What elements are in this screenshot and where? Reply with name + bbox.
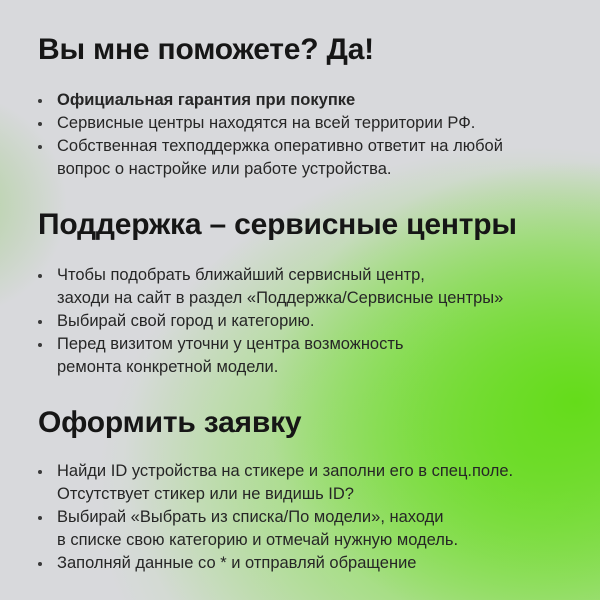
bullet-icon <box>38 320 42 324</box>
list-item <box>38 333 576 379</box>
bullet-icon <box>38 145 42 149</box>
list-item <box>38 112 576 135</box>
list-item <box>38 506 576 552</box>
list-item <box>38 264 576 310</box>
section-heading-help: Вы мне поможете? Да! <box>38 33 374 66</box>
section-heading-support: Поддержка – сервисные центры <box>38 208 517 241</box>
list-item-line: Найди ID устройства на стикере и заполни его в спец.поле. <box>57 462 514 480</box>
bullet-icon <box>38 470 42 474</box>
list-item-line: Официальная гарантия при покупке <box>57 91 356 109</box>
list-item-line: Сервисные центры находятся на всей территории РФ. <box>57 114 476 132</box>
bullet-icon <box>38 516 42 520</box>
support-list <box>38 264 576 379</box>
bullet-icon <box>38 99 42 103</box>
list-item-line: в списке свою категорию и отмечай нужную модель. <box>57 531 459 549</box>
list-item <box>38 310 576 333</box>
list-item-line: ремонта конкретной модели. <box>57 358 279 376</box>
list-item <box>38 89 576 112</box>
list-item-line: вопрос о настройке или работе устройства. <box>57 160 392 178</box>
bullet-icon <box>38 274 42 278</box>
list-item-line: Выбирай «Выбрать из списка/По модели», находи <box>57 508 444 526</box>
bullet-icon <box>38 343 42 347</box>
request-list <box>38 460 576 575</box>
bullet-icon <box>38 562 42 566</box>
help-list <box>38 89 576 181</box>
list-item <box>38 135 576 181</box>
list-item-line: Выбирай свой город и категорию. <box>57 312 315 330</box>
list-item-line: Перед визитом уточни у центра возможность <box>57 335 404 353</box>
list-item-line: Заполняй данные со * и отправляй обращение <box>57 554 417 572</box>
list-item <box>38 552 576 575</box>
list-item-line: Отсутствует стикер или не видишь ID? <box>57 485 354 503</box>
list-item-line: Чтобы подобрать ближайший сервисный центр, <box>57 266 425 284</box>
bullet-icon <box>38 122 42 126</box>
list-item-line: Собственная техподдержка оперативно ответит на любой <box>57 137 503 155</box>
list-item-line: заходи на сайт в раздел «Поддержка/Сервисные центры» <box>57 289 504 307</box>
list-item <box>38 460 576 506</box>
section-heading-request: Оформить заявку <box>38 406 302 439</box>
